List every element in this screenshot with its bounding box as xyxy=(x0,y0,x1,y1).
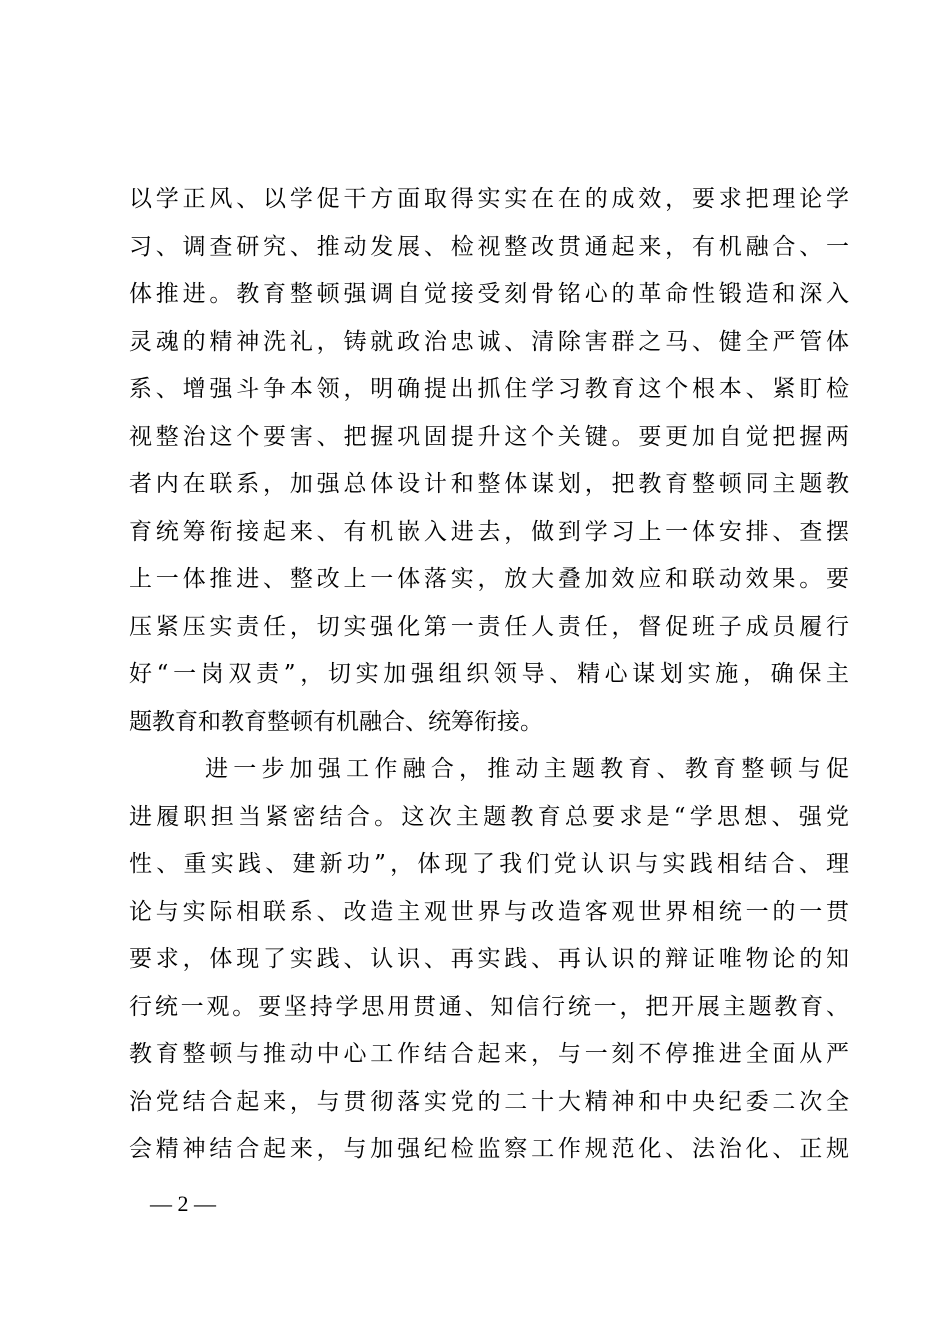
text-line: 好“一岗双责”，切实加强组织领导、精心谋划实施，确保主 xyxy=(129,661,849,687)
text-line: 育统筹衔接起来、有机嵌入进去，做到学习上一体安排、查摆 xyxy=(129,518,849,545)
text-line: 习、调查研究、推动发展、检视整改贯通起来，有机融合、一 xyxy=(129,233,849,260)
text-line: 治党结合起来，与贯彻落实党的二十大精神和中央纪委二次全 xyxy=(129,1088,849,1115)
paragraph-2 xyxy=(129,746,849,1174)
text-line: 灵魂的精神洗礼，铸就政治忠诚、清除害群之马、健全严管体 xyxy=(129,328,849,355)
text-line: 视整治这个要害、把握巩固提升这个关键。要更加自觉把握两 xyxy=(129,423,849,450)
text-line: 行统一观。要坚持学思用贯通、知信行统一，把开展主题教育、 xyxy=(129,993,849,1020)
text-line: 会精神结合起来，与加强纪检监察工作规范化、法治化、正规 xyxy=(129,1136,849,1162)
page-number: — 2 — xyxy=(150,1191,216,1216)
text-line: 教育整顿与推动中心工作结合起来，与一刻不停推进全面从严 xyxy=(129,1041,849,1067)
text-line: 者内在联系，加强总体设计和整体谋划，把教育整顿同主题教 xyxy=(129,471,849,497)
text-line: 论与实际相联系、改造主观世界与改造客观世界相统一的一贯 xyxy=(129,898,849,925)
text-line: 进履职担当紧密结合。这次主题教育总要求是“学思想、强党 xyxy=(129,803,849,830)
body-text xyxy=(129,176,849,1174)
text-line: 体推进。教育整顿强调自觉接受刻骨铭心的革命性锻造和深入 xyxy=(129,281,849,307)
text-line: 要求，体现了实践、认识、再实践、再认识的辩证唯物论的知 xyxy=(129,946,849,972)
text-line: 系、增强斗争本领，明确提出抓住学习教育这个根本、紧盯检 xyxy=(129,376,849,402)
text-line: 以学正风、以学促干方面取得实实在在的成效，要求把理论学 xyxy=(129,186,849,212)
text-line: 题教育和教育整顿有机融合、统筹衔接。 xyxy=(129,708,543,735)
text-line: 进一步加强工作融合，推动主题教育、教育整顿与促 xyxy=(205,756,849,782)
text-line: 上一体推进、整改上一体落实，放大叠加效应和联动效果。要 xyxy=(129,566,849,592)
text-line: 压紧压实责任，切实强化第一责任人责任，督促班子成员履行 xyxy=(129,613,849,640)
paragraph-1 xyxy=(129,176,849,746)
text-line: 性、重实践、建新功”，体现了我们党认识与实践相结合、理 xyxy=(129,851,849,877)
